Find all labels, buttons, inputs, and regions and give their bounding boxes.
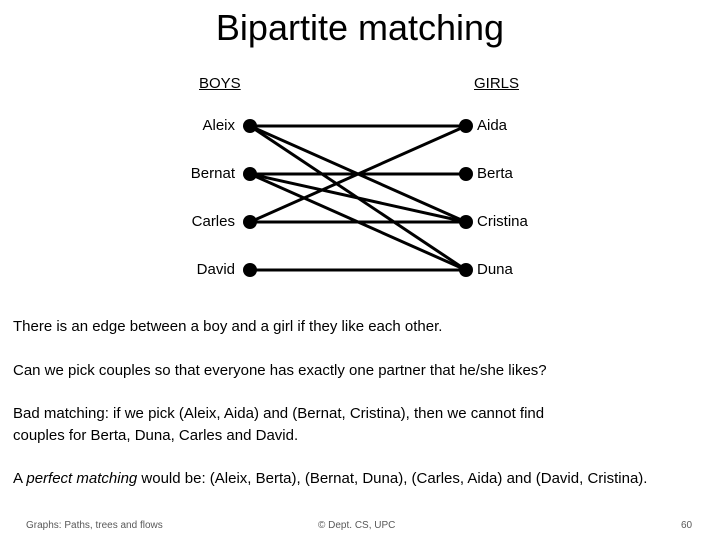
boy-label-aleix: Aleix xyxy=(202,117,235,134)
boy-label-david: David xyxy=(196,261,235,278)
girl-label-berta: Berta xyxy=(477,165,513,182)
edge-bernat-cristina xyxy=(250,174,466,222)
perfect-matching-text xyxy=(13,468,713,490)
bad-matching-line-2: couples for Berta, Duna, Carles and David. xyxy=(13,427,299,444)
perfect-matching-prefix: A xyxy=(13,470,27,487)
footer-course-title: Graphs: Paths, trees and flows xyxy=(26,520,163,531)
boy-label-bernat: Bernat xyxy=(190,165,235,182)
girl-node-berta xyxy=(459,167,473,181)
boy-node-carles xyxy=(243,215,257,229)
bad-matching-line-1: Bad matching: if we pick (Aleix, Aida) and (Bernat, Cristina), then we cannot find xyxy=(13,405,545,422)
boy-node-bernat xyxy=(243,167,257,181)
girls-header: GIRLS xyxy=(474,75,520,92)
boy-label-carles: Carles xyxy=(191,213,235,230)
boys-header: BOYS xyxy=(199,75,241,92)
boy-node-david xyxy=(243,263,257,277)
edge-definition-text: There is an edge between a boy and a girl if they like each other. xyxy=(13,318,443,335)
girl-label-aida: Aida xyxy=(477,117,508,134)
slide-title: Bipartite matching xyxy=(215,7,505,48)
footer-copyright: © Dept. CS, UPC xyxy=(318,520,396,531)
perfect-matching-term: perfect matching xyxy=(26,470,138,487)
girl-label-cristina: Cristina xyxy=(477,213,528,230)
boy-node-aleix xyxy=(243,119,257,133)
girl-node-aida xyxy=(459,119,473,133)
footer-page-number: 60 xyxy=(681,520,693,531)
perfect-matching-rest: would be: (Aleix, Berta), (Bernat, Duna), (Carles, Aida) and (David, Cristina). xyxy=(137,470,648,487)
girl-node-duna xyxy=(459,263,473,277)
bad-matching-text xyxy=(13,403,713,447)
girl-node-cristina xyxy=(459,215,473,229)
question-text: Can we pick couples so that everyone has exactly one partner that he/she likes? xyxy=(13,362,547,379)
edge-layer xyxy=(250,126,466,270)
girl-label-duna: Duna xyxy=(477,261,513,278)
